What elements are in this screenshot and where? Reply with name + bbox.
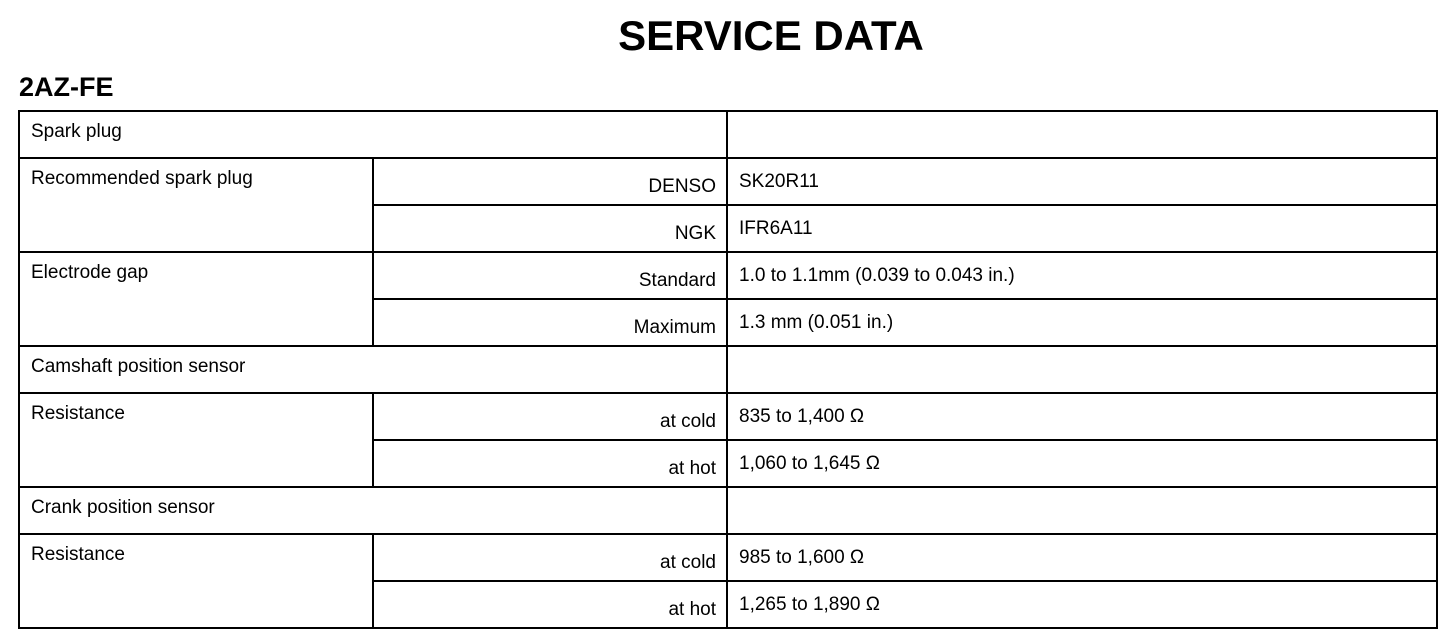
condition-cell: at hot (373, 440, 727, 487)
condition-cell: at cold (373, 534, 727, 581)
category-crank-position-sensor: Crank position sensor (19, 487, 727, 534)
page-title: SERVICE DATA (618, 12, 924, 59)
table-row (19, 252, 1437, 299)
item-label: Resistance (19, 534, 373, 628)
value-cell: 985 to 1,600 Ω (727, 534, 1437, 581)
value-cell: IFR6A11 (727, 205, 1437, 252)
table-row (19, 346, 1437, 393)
condition-cell: NGK (373, 205, 727, 252)
item-label: Electrode gap (19, 252, 373, 346)
empty-cell (727, 487, 1437, 534)
value-cell: 1.0 to 1.1mm (0.039 to 0.043 in.) (727, 252, 1437, 299)
empty-cell (727, 346, 1437, 393)
table-row (19, 534, 1437, 581)
empty-cell (727, 111, 1437, 158)
condition-cell: Maximum (373, 299, 727, 346)
condition-cell: at hot (373, 581, 727, 628)
item-label: Resistance (19, 393, 373, 487)
category-camshaft-position-sensor: Camshaft position sensor (19, 346, 727, 393)
value-cell: 1.3 mm (0.051 in.) (727, 299, 1437, 346)
value-cell: SK20R11 (727, 158, 1437, 205)
engine-code: 2AZ-FE (19, 72, 114, 102)
value-cell: 1,265 to 1,890 Ω (727, 581, 1437, 628)
service-data-table (18, 110, 1438, 629)
condition-cell: Standard (373, 252, 727, 299)
table-row (19, 487, 1437, 534)
table-row (19, 393, 1437, 440)
condition-cell: DENSO (373, 158, 727, 205)
table-row (19, 158, 1437, 205)
value-cell: 1,060 to 1,645 Ω (727, 440, 1437, 487)
value-cell: 835 to 1,400 Ω (727, 393, 1437, 440)
table-row (19, 111, 1437, 158)
condition-cell: at cold (373, 393, 727, 440)
category-spark-plug: Spark plug (19, 111, 727, 158)
item-label: Recommended spark plug (19, 158, 373, 252)
